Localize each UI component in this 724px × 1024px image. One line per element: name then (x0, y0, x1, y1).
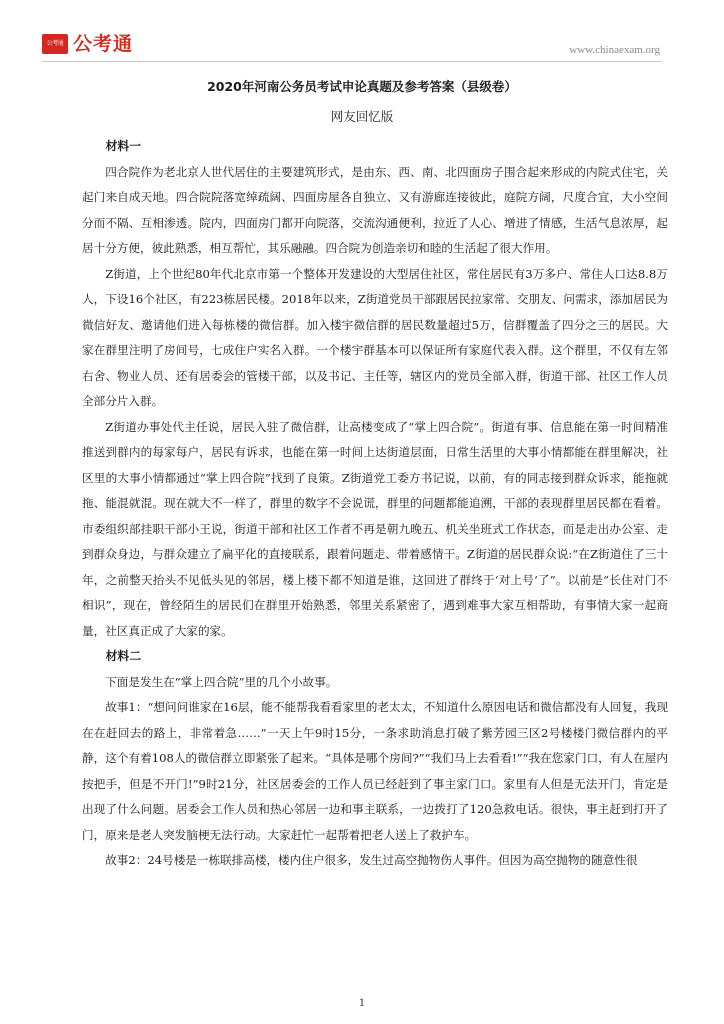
material-1-paragraph-1: 四合院作为老北京人世代居住的主要建筑形式，是由东、西、南、北四面房子围合起来形成的内院式住宅，关起门来自成天地。四合院院落宽绰疏阔、四面房屋各自独立、又有游廊连接彼此，庭院方阔，尺度合宜，大小空间分而不隔、互相渗透。院内，四面房门都开向院落，交流沟通便利，拉近了人心、增进了情感，生活气息浓厚，起居十分方便，彼此熟悉，相互帮忙，其乐融融。四合院为创造亲切和睦的生活起了很大作用。 (82, 164, 668, 255)
material-1-heading: 材料一 (105, 139, 141, 153)
header-divider (42, 61, 662, 62)
material-2-paragraph-1: 下面是发生在“掌上四合院”里的几个小故事。 (105, 674, 338, 689)
material-1-paragraph-2: Z街道，上个世纪80年代北京市第一个整体开发建设的大型居住社区，常住居民有3万多户、常住人口达8.8万人，下设16个社区，有223栋居民楼。2018年以来，Z街道党员干部跟居民拉家常、交朋友、问需求，添加居民为微信好友、邀请他们进入每栋楼的微信群。加入楼宇微信群的居民数量超过5万，信群覆盖了四分之三的居民。大家在群里注明了房间号，七成住户实名入群。一个楼宇群基本可以保证所有家庭代表入群。这个群里，不仅有左邻右舍、物业人员、还有居委会的管楼干部，以及书记、主任等，辖区内的党员全部入群，街道干部、社区工作人员全部分片入群。 (82, 266, 668, 408)
material-1-paragraph-3: Z街道办事处代主任说，居民入驻了微信群，让高楼变成了“掌上四合院”。街道有事、信息能在第一时间精准推送到群内的每家每户，居民有诉求，也能在第一时间上达街道层面，日常生活里的大事小情都能在群里解决，社区里的大事小情都通过“掌上四合院”找到了良策。Z街道党工委方书记说，以前，有的同志接到群众诉求，能拖就拖、能混就混。现在就大不一样了，群里的数字不会说谎，群里的问题都能追溯，干部的表现群里居民都在看着。市委组织部挂职干部小王说，街道干部和社区工作者不再是朝九晚五、机关坐班式工作状态，而是走出办公室、走到群众身边，与群众建立了扁平化的直接联系，跟着问题走、带着感情干。Z街道的居民群众说:“在Z街道住了三十年，之前整天抬头不见低头见的邻居，楼上楼下都不知道是谁，这回进了群终于‘对上号’了”。以前是“长住对门不相识”，现在，曾经陌生的居民们在群里开始熟悉，邻里关系紧密了，遇到难事大家互相帮助，有事情大家一起商量，社区真正成了大家的家。 (82, 419, 668, 638)
site-url[interactable]: www.chinaexam.org (569, 44, 660, 56)
document-subtitle: 网友回忆版 (330, 109, 394, 124)
material-2-paragraph-2: 故事1：“想问问谁家在16层，能不能帮我看看家里的老太太，不知道什么原因电话和微信都没有人回复，我现在在赶回去的路上，非常着急……”一天上午9时15分，一条求助消息打破了紫芳园三区2号楼楼门微信群内的平静，这个有着108人的微信群立即紧张了起来。“具体是哪个房间?”“我们马上去看看!”“我在您家门口，有人在屋内按把手，但是不开门!”9时21分，社区居委会的工作人员已经赶到了事主家门口。家里有人但是无法开门，肯定是出现了什么问题。居委会工作人员和热心邻居一边和事主联系，一边拨打了120急救电话。很快，事主赶到打开了门，原来是老人突发脑梗无法行动。大家赶忙一起帮着把老人送上了救护车。 (82, 700, 668, 842)
material-2-paragraph-3: 故事2：24号楼是一栋联排高楼，楼内住户很多，发生过高空抛物伤人事件。但因为高空抛物的随意性很 (105, 853, 638, 867)
page-number: 1 (358, 998, 366, 1009)
material-2-heading: 材料二 (105, 649, 141, 663)
document-title: 2020年河南公务员考试申论真题及参考答案（县级卷） (207, 79, 517, 94)
logo-icon: 公考通 (42, 34, 68, 54)
document-body (82, 134, 668, 874)
logo-text: 公考通 (73, 33, 134, 55)
brand-logo[interactable] (42, 33, 133, 55)
page-header (0, 0, 724, 62)
